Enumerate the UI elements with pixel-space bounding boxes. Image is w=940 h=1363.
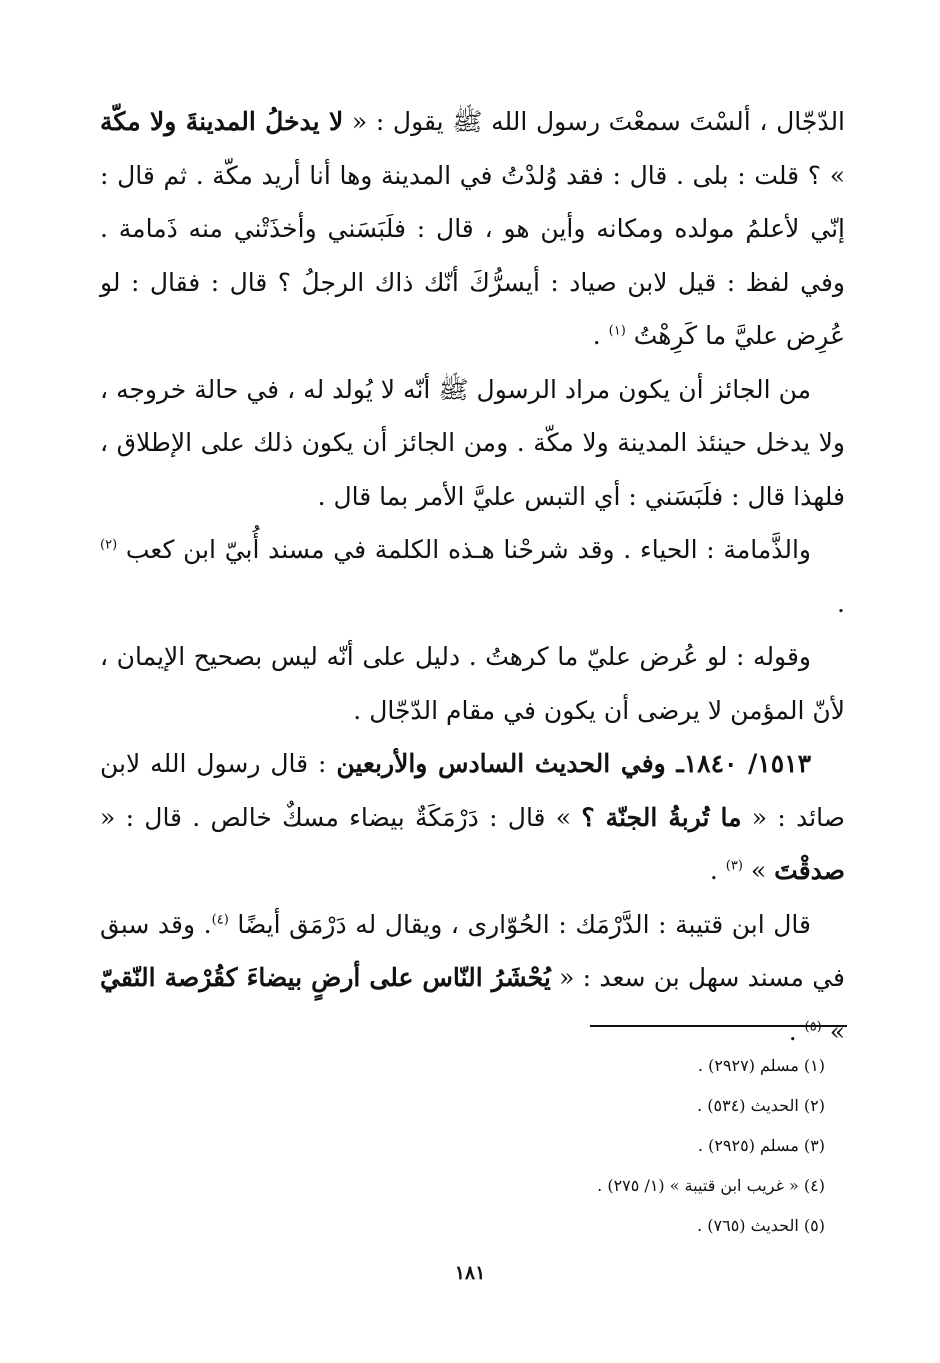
footnote-item: (١) مسلم (٢٩٢٧) . (697, 1056, 825, 1075)
bold-text: ما تُربةُ الجنّة ؟ (581, 802, 742, 832)
footnote-reference: (٢) (100, 537, 118, 553)
text-run: وقوله : لو عُرض عليّ ما كرهتُ . دليل على أنّه ليس بصحيح الإيمان ، لأنّ المؤمن لا يرضى أن يكون في مقام الدّجّال . (100, 642, 845, 725)
paragraph (100, 95, 845, 363)
bold-text: لا يدخلُ المدينةَ ولا مكّة (100, 107, 344, 136)
text-run: . (592, 321, 609, 350)
text-run: » (742, 856, 775, 885)
text-run: الدّجّال ، ألسْتَ سمعْتَ رسول الله ﷺ يقول : « (343, 107, 846, 136)
footnote-item: (٥) الحديث (٧٦٥) . (697, 1216, 825, 1235)
bold-text: ١٥١٣/ ١٨٤٠ـ وفي الحديث السادس والأربعين (336, 749, 812, 778)
text-run: . (709, 856, 726, 885)
text-run: » ؟ قلت : بلى . قال : فقد وُلدْتُ في المدينة وها أنا أريد مكّة . ثم قال : إنّي لأعلمُ مولده ومكانه وأين هو ، قال : فلَبَسَني وأخذَتْني منه ذَمامة . وفي لفظ : قيل لابن صياد : أيسرُّكَ أنّك ذاك الرجلُ ؟ قال : فقال : لو عُرِض عليَّ ما كَرِهْتُ (100, 160, 845, 350)
page-body (100, 95, 845, 1058)
footnote-reference: (٥) (804, 1019, 822, 1035)
text-run: : قال رسول الله لابن صائد : « (100, 749, 846, 832)
text-run: والذَّمامة : الحياء . وقد شرحْنا هـذه الكلمة في مسند أُبيّ ابن كعب (117, 535, 811, 564)
paragraph (100, 363, 845, 524)
main-text (100, 95, 845, 1058)
paragraph (100, 898, 845, 1059)
text-run: » قال : دَرْمَكَةٌ بيضاء مسكٌ خالص . قال : « (100, 802, 582, 832)
footnote-item: (٣) مسلم (٢٩٢٥) . (697, 1136, 825, 1155)
footnote-item: (٤) « غريب ابن قتيبة » (١/ ٢٧٥) . (597, 1176, 825, 1195)
text-run: من الجائز أن يكون مراد الرسول ﷺ أنّه لا يُولد له ، في حالة خروجه ، ولا يدخل حينئذ المدينة ولا مكّة . ومن الجائز أن يكون ذلك على الإطلاق ، فلهذا قال : فلَبَسَني : أي التبس عليَّ الأمر بما قال . (100, 374, 845, 511)
text-run: . (837, 588, 845, 618)
text-run: قال ابن قتيبة : الدَّرْمَك : الحُوّارى ، ويقال له دَرْمَق أيضًا (228, 909, 811, 939)
footnote-item: (٢) الحديث (٥٣٤) . (697, 1096, 825, 1115)
page-number: ١٨١ (454, 1262, 486, 1284)
bold-text: يُحْشَرُ النّاس على أرضٍ بيضاءَ كقُرْصة النّقيّ (100, 963, 551, 992)
paragraph (100, 630, 845, 737)
text-run: . (788, 1016, 805, 1046)
footnote-reference: (٣) (725, 858, 743, 874)
footnotes-list (300, 1046, 825, 1246)
footnote-divider (590, 1025, 847, 1027)
bold-text: صدقْتَ (774, 856, 845, 885)
text-run: . وقد سبق في مسند سهل بن سعد : « (100, 909, 845, 992)
footnote-reference: (١) (608, 323, 626, 339)
text-run: » (821, 1016, 845, 1046)
footnote-reference: (٤) (211, 912, 229, 928)
paragraph (100, 523, 845, 630)
paragraph (100, 737, 845, 898)
